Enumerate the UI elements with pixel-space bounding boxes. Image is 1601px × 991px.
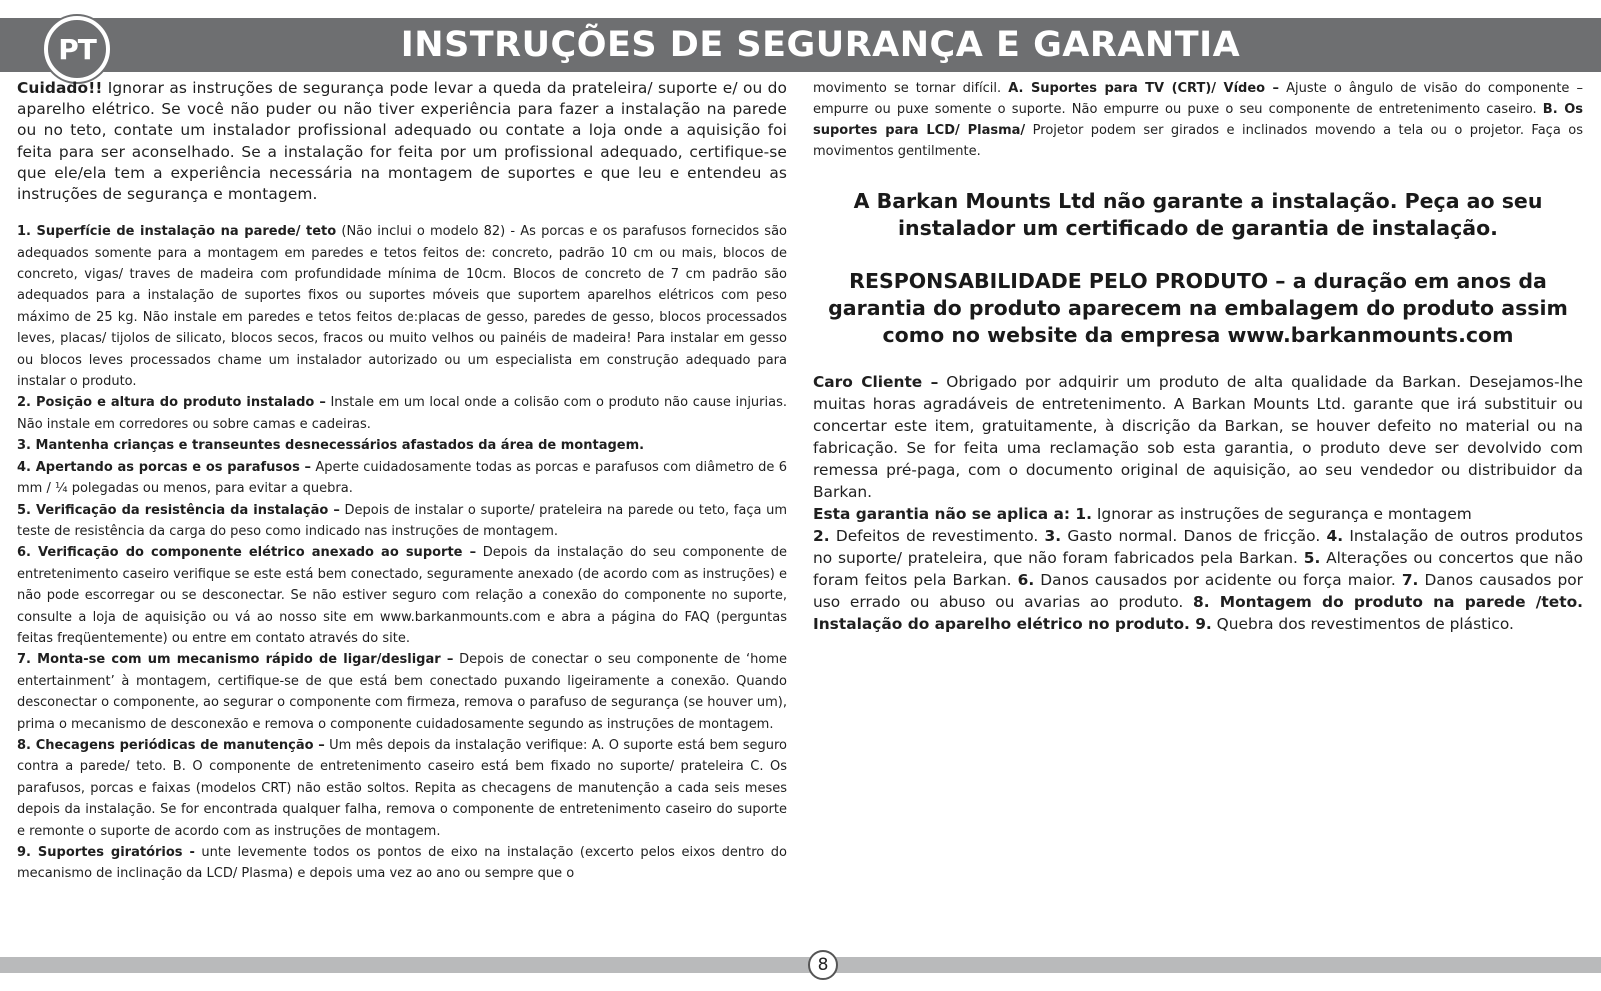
- left-column: [17, 78, 787, 885]
- installation-disclaimer: A Barkan Mounts Ltd não garante a instalação. Peça ao seu instalador um certificado de garantia de instalação.: [853, 189, 1543, 240]
- item-heading: 7. Monta-se com um mecanismo rápido de ligar/desligar –: [17, 652, 454, 668]
- page-title: INSTRUÇÕES DE SEGURANÇA E GARANTIA: [400, 25, 1241, 65]
- instruction-item-9: [17, 842, 787, 885]
- instruction-item-7: [17, 649, 787, 735]
- item-text: Instale em um local onde a colisão com o produto não cause injurias. Não instale em corredores ou sobre camas e cadeiras.: [17, 395, 787, 432]
- exclusion-text: Instalação de outros produtos no suporte/ prateleira, que não foram fabricados pela Barkan.: [813, 527, 1583, 567]
- item-text: Depois de conectar o seu componente de ‘home entertainment’ à montagem, certifique-se de que está bem conectado puxando ligeiramente a conexão. Quando desconectar o componente, ao segurar o componente com firmeza, remova o parafuso de segurança (se houver um), prima o mecanismo de desconexão e remova o componente cuidadosamente segundo as instruções de montagem.: [17, 652, 788, 732]
- item-text: Depois da instalação do seu componente de entretenimento caseiro verifique se este está bem conectado, seguramente anexado (de acordo com as instruções) e não pode escorregar ou se desconectar. Se não estiver seguro com relação a conexão do componente no suporte, consulte a loja de aquisição ou vá ao nosso site em www.barkanmounts.com e abra a página do FAQ (perguntas feitas freqüentemente) ou entre em contato através do site.: [17, 545, 787, 646]
- warranty-lead: Esta garantia não se aplica a: 1.: [813, 505, 1092, 523]
- customer-lead: Caro Cliente –: [813, 373, 939, 391]
- footer-bar: [0, 957, 1601, 973]
- exclusion-number: 6.: [1017, 571, 1035, 589]
- language-badge: PT: [44, 16, 110, 82]
- item-9-continuation: [813, 78, 1583, 162]
- instruction-item-5: [17, 500, 787, 543]
- item-text: Um mês depois da instalação verifique: A. O suporte está bem seguro contra a parede/ teto. B. O componente de entretenimento caseiro está bem fixado no suporte/ prateleira C. Os parafusos, porcas e faixas (modelos CRT) não estão soltos. Repita as checagens de manutenção a cada seis meses depois da instalação. Se for encontrada qualquer falha, remova o componente de entretenimento caseiro do suporte e remonte o suporte de acordo com as instruções de montagem.: [17, 737, 787, 839]
- item-text: Depois de instalar o suporte/ prateleira na parede ou teto, faça um teste de resistência da carga do peso como indicado nas instruções de montagem.: [17, 502, 787, 539]
- item-heading: 1. Superfície de instalação na parede/ teto: [17, 224, 337, 240]
- item-heading: 9. Suportes giratórios -: [17, 845, 195, 860]
- customer-paragraph: [813, 371, 1583, 503]
- lcd-plasma-mounts-heading: B. Os suportes para LCD/ Plasma/: [813, 102, 1583, 138]
- continuation-text: Projetor podem ser girados e inclinados movendo a tela ou o projetor. Faça os movimentos gentilmente.: [813, 123, 1583, 159]
- instruction-item-4: [17, 457, 787, 500]
- page-number: 8: [808, 950, 838, 980]
- item-heading: 4. Apertando as porcas e os parafusos –: [17, 459, 312, 475]
- continuation-text: movimento se tornar difícil.: [813, 81, 1009, 96]
- exclusion-text: Quebra dos revestimentos de plástico.: [1211, 615, 1514, 633]
- instruction-item-1: [17, 221, 787, 392]
- item-heading: 6. Verificação do componente elétrico anexado ao suporte –: [17, 545, 477, 561]
- exclusion-text: Gasto normal. Danos de fricção.: [1061, 527, 1327, 545]
- exclusion-text: Alterações ou concertos que não foram feitos pela Barkan.: [813, 549, 1583, 589]
- item-text: Aperte cuidadosamente todas as porcas e parafusos com diâmetro de 6 mm / ¼ polegadas ou menos, para evitar a quebra.: [17, 459, 788, 497]
- instruction-item-3: [17, 435, 787, 456]
- intro-lead: Cuidado!!: [17, 79, 103, 97]
- intro-paragraph: [17, 78, 787, 205]
- instruction-item-2: [17, 392, 787, 435]
- item-heading: 3. Mantenha crianças e transeuntes desnecessários afastados da área de montagem.: [17, 438, 645, 454]
- exclusion-text: Danos causados por acidente ou força maior.: [1034, 571, 1402, 589]
- exclusion-number: 7.: [1401, 571, 1419, 589]
- item-heading: 5. Verificação da resistência da instalação –: [17, 502, 340, 518]
- item-heading: 8. Checagens periódicas de manutenção –: [17, 737, 325, 753]
- intro-text: Ignorar as instruções de segurança pode levar a queda da prateleira/ suporte e/ ou do aparelho elétrico. Se você não puder ou não tiver experiência para fazer a instalação na parede ou no teto, contate um instalador profissional adequado ou contate a loja onde a aquisição foi feita para ser aconselhado. Se a instalação for feita por um profissional adequado, certifique-se que ele/ela tem a experiência necessária na montagem de suportes e que leu e entendeu as instruções de segurança e montagem.: [17, 79, 787, 204]
- right-column: [813, 78, 1583, 635]
- instruction-item-8: [17, 735, 787, 842]
- warranty-exclusions: [813, 503, 1583, 635]
- exclusion-number: 8. Montagem do produto na parede /teto. Instalação do aparelho elétrico no produto. 9.: [813, 593, 1583, 633]
- exclusion-number: 5.: [1303, 549, 1321, 567]
- instruction-item-6: [17, 542, 787, 649]
- exclusion-text: Ignorar as instruções de segurança e montagem: [1092, 505, 1472, 523]
- exclusion-number: 2.: [813, 527, 830, 545]
- item-heading: 2. Posição e altura do produto instalado –: [17, 395, 326, 411]
- customer-text: Obrigado por adquirir um produto de alta qualidade da Barkan. Desejamos-lhe muitas horas agradáveis de entretenimento. A Barkan Mounts Ltd. garante que irá substituir ou concertar este item, gratuitamente, à discrição da Barkan, se houver defeito no material ou na fabricação. Se for feita uma reclamação sob esta garantia, o produto deve ser devolvido com remessa pré-paga, com o documento original de aquisição, ao seu vendedor ou distribuidor da Barkan.: [813, 373, 1583, 501]
- continuation-text: Ajuste o ângulo de visão do componente – empurre ou puxe somente o suporte. Não empurre ou puxe o seu componente de entretenimento caseiro.: [813, 81, 1583, 117]
- exclusion-text: Defeitos de revestimento.: [829, 527, 1045, 545]
- tv-video-mounts-heading: A. Suportes para TV (CRT)/ Vídeo –: [1008, 81, 1280, 96]
- product-liability-statement: RESPONSABILIDADE PELO PRODUTO – a duração em anos da garantia do produto aparecem na embalagem do produto assim como no website da empresa www.barkanmounts.com: [828, 269, 1568, 347]
- item-text: unte levemente todos os pontos de eixo na instalação (excerto pelos eixos dentro do mecanismo de inclinação da LCD/ Plasma) e depois uma vez ao ano ou sempre que o: [17, 845, 787, 882]
- exclusion-text: Danos causados por uso errado ou abuso ou avarias ao produto.: [813, 571, 1583, 611]
- exclusion-number: 4.: [1326, 527, 1344, 545]
- item-text: (Não inclui o modelo 82) - As porcas e os parafusos fornecidos são adequados somente para a montagem em paredes e tetos feitos de: concreto, padrão 10 cm ou mais, blocos de concreto, vigas/ traves de madeira com profundidade mínima de 10cm. Blocos de concreto de 7 cm padrão são adequados para a instalação de suportes fixos ou suportes móveis que suportem aparelhos elétricos com peso máximo de 25 kg. Não instale em paredes e tetos feitos de:placas de gesso, paredes de gesso, blocos processados leves, placas/ tijolos de silicato, blocos secos, fracos ou muito velhos ou painéis de madeira! Para instalar em gesso ou blocos leves processados chame um instalador autorizado ou um especialista em construção adequado para instalar o produto.: [17, 224, 787, 390]
- exclusion-number: 3.: [1044, 527, 1062, 545]
